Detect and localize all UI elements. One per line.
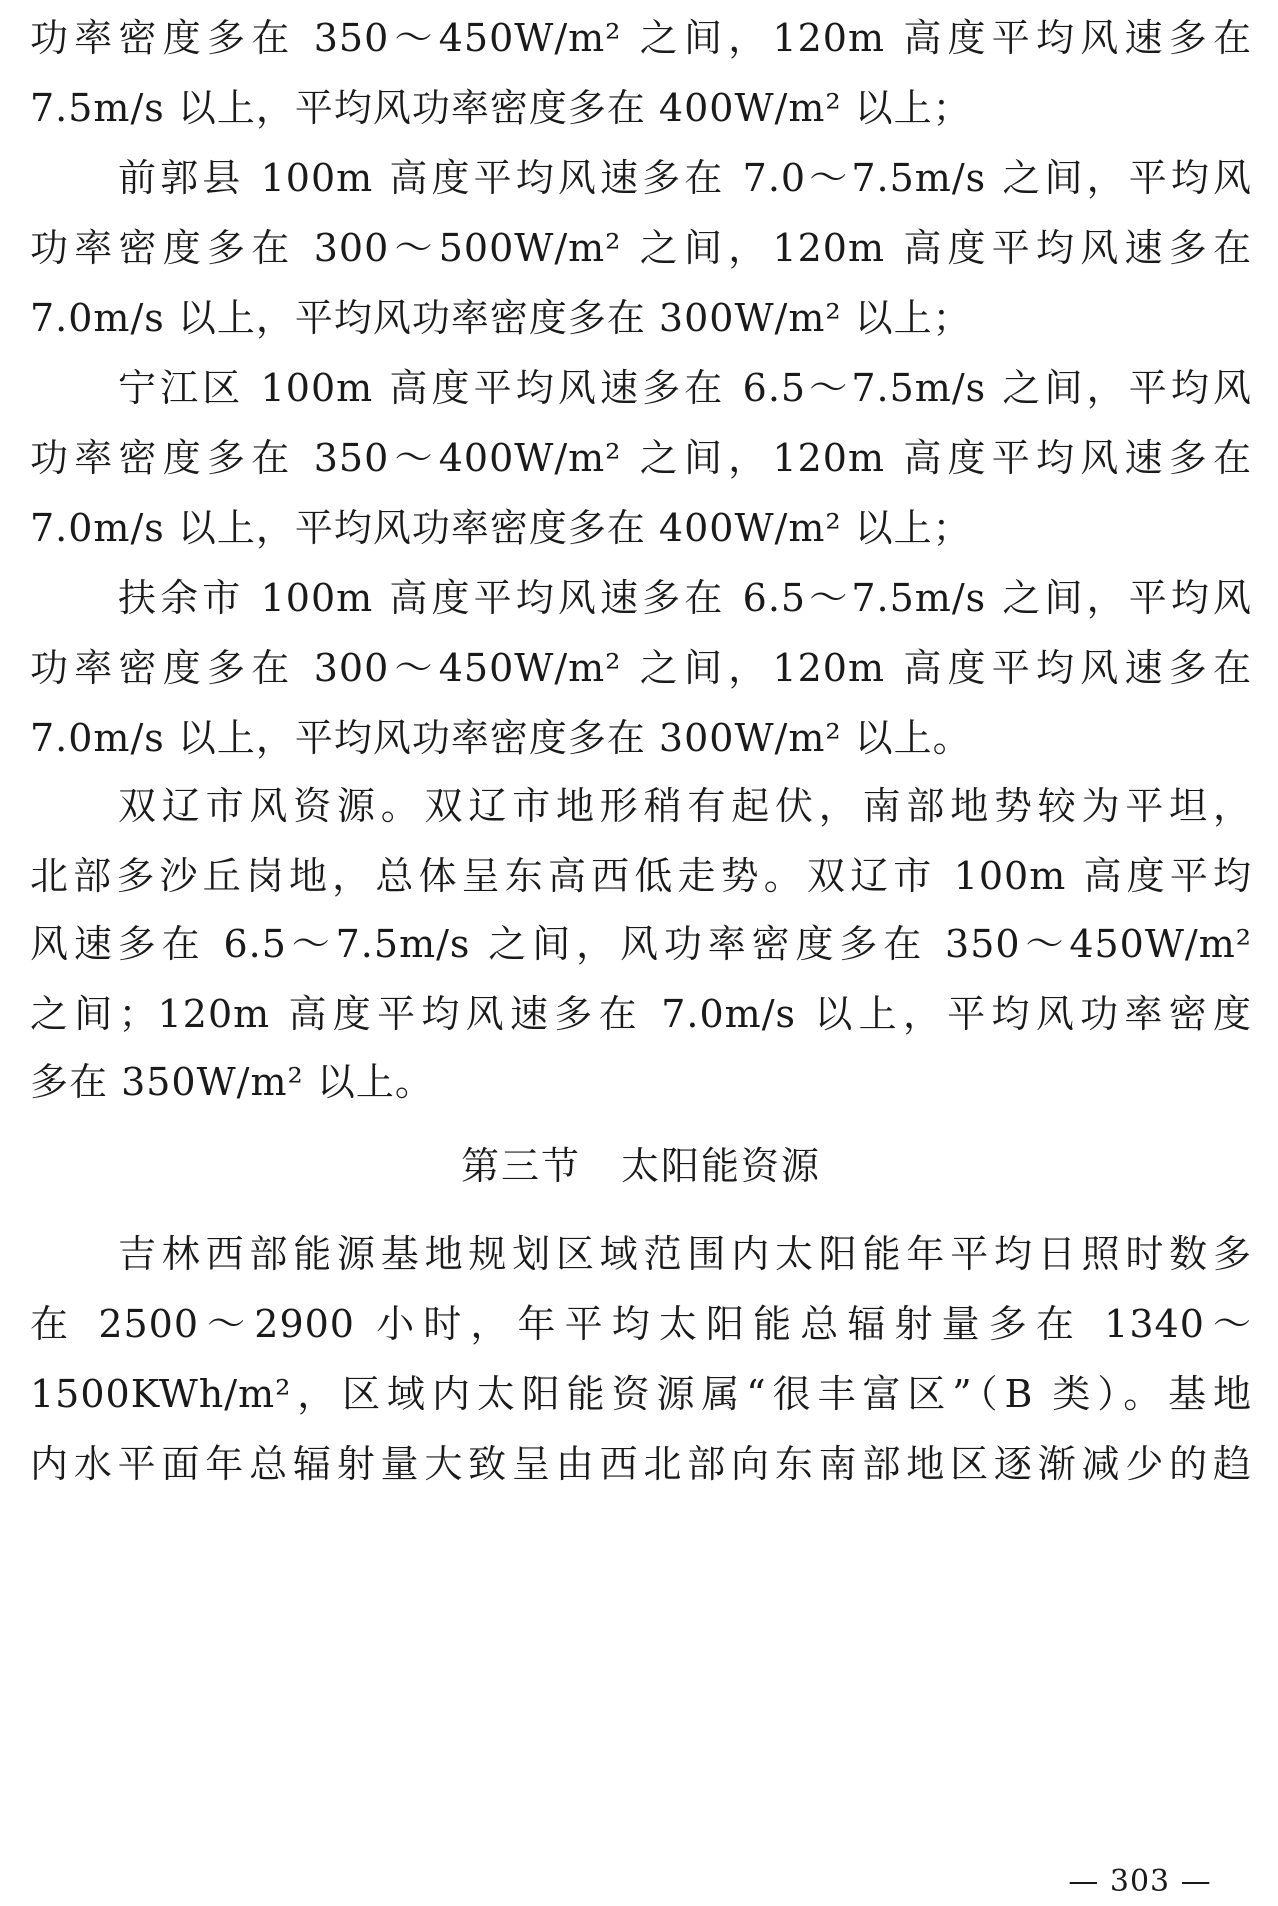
paragraph-start: 扶余市 100m 高度平均风速多在 6.5～7.5m/s 之间，平均风 bbox=[118, 576, 1252, 620]
text-line: 7.0m/s 以上，平均风功率密度多在 300W/m² 以上。 bbox=[30, 716, 972, 760]
text-line: 功率密度多在 300～450W/m² 之间，120m 高度平均风速多在 bbox=[30, 646, 1252, 690]
text-line: 北部多沙丘岗地，总体呈东高西低走势。双辽市 100m 高度平均 bbox=[30, 854, 1252, 898]
text-line: 7.0m/s 以上，平均风功率密度多在 300W/m² 以上； bbox=[30, 296, 972, 340]
paragraph-start: 吉林西部能源基地规划区域范围内太阳能年平均日照时数多 bbox=[118, 1232, 1252, 1276]
text-line: 7.5m/s 以上，平均风功率密度多在 400W/m² 以上； bbox=[30, 86, 972, 130]
text-line: 功率密度多在 350～400W/m² 之间，120m 高度平均风速多在 bbox=[30, 436, 1252, 480]
text-line: 内水平面年总辐射量大致呈由西北部向东南部地区逐渐减少的趋 bbox=[30, 1442, 1252, 1486]
paragraph-start: 双辽市风资源。双辽市地形稍有起伏，南部地势较为平坦， bbox=[118, 784, 1252, 828]
text-line: 风速多在 6.5～7.5m/s 之间，风功率密度多在 350～450W/m² bbox=[30, 922, 1252, 966]
text-line: 功率密度多在 350～450W/m² 之间，120m 高度平均风速多在 bbox=[30, 16, 1252, 60]
paragraph-start: 宁江区 100m 高度平均风速多在 6.5～7.5m/s 之间，平均风 bbox=[118, 366, 1252, 410]
section-heading: 第三节 太阳能资源 bbox=[460, 1144, 821, 1188]
text-line: 在 2500～2900 小时，年平均太阳能总辐射量多在 1340～ bbox=[30, 1302, 1252, 1346]
text-line: 之间；120m 高度平均风速多在 7.0m/s 以上，平均风功率密度 bbox=[30, 992, 1252, 1036]
text-line: 7.0m/s 以上，平均风功率密度多在 400W/m² 以上； bbox=[30, 506, 972, 550]
page-number: — 303 — bbox=[1068, 1864, 1212, 1899]
paragraph-start: 前郭县 100m 高度平均风速多在 7.0～7.5m/s 之间，平均风 bbox=[118, 156, 1252, 200]
text-line: 多在 350W/m² 以上。 bbox=[30, 1060, 434, 1104]
text-line: 功率密度多在 300～500W/m² 之间，120m 高度平均风速多在 bbox=[30, 226, 1252, 270]
text-line: 1500KWh/m²，区域内太阳能资源属“很丰富区”（B 类）。基地 bbox=[30, 1372, 1252, 1416]
